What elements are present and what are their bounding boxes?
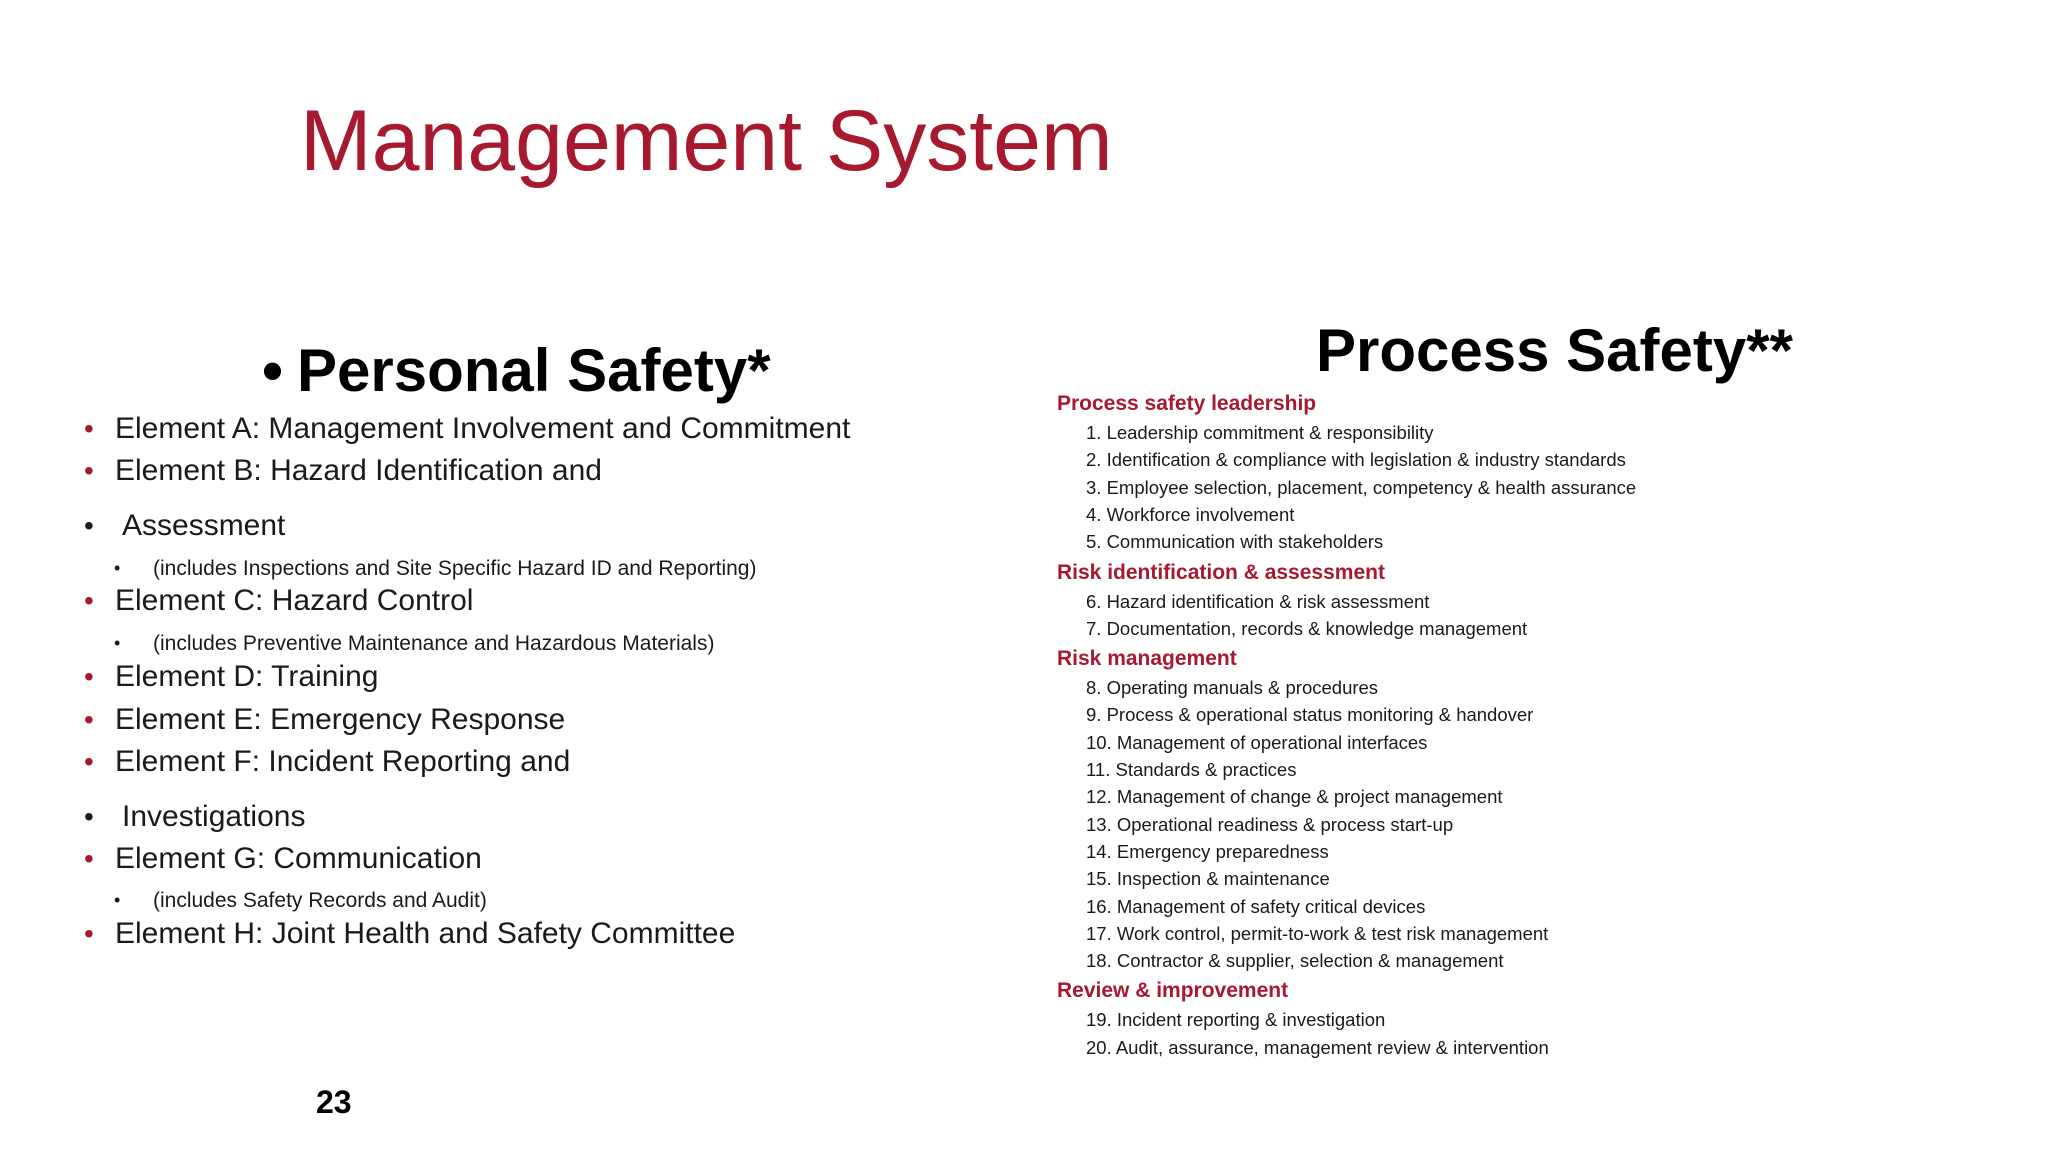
process-safety-item: 4. Workforce involvement <box>1086 503 1295 525</box>
bullet: • <box>84 843 94 874</box>
process-safety-item: 8. Operating manuals & procedures <box>1086 677 1379 699</box>
process-safety-item: 15. Inspection & maintenance <box>1086 868 1330 890</box>
process-safety-item: 13. Operational readiness & process start-up <box>1086 813 1454 835</box>
personal-safety-item-text: Element A: Management Involvement and Commitment <box>115 412 851 445</box>
personal-safety-item-text: (includes Inspections and Site Specific Hazard ID and Reporting) <box>153 557 757 580</box>
heading-bullet: • <box>262 337 284 404</box>
bullet: • <box>84 918 94 949</box>
personal-safety-item-text: (includes Preventive Maintenance and Hazardous Materials) <box>153 632 715 655</box>
process-safety-item: 5. Communication with stakeholders <box>1086 531 1384 553</box>
bullet: • <box>114 633 121 653</box>
personal-safety-item-text: Element E: Emergency Response <box>115 703 566 736</box>
page-number: 23 <box>316 1084 352 1120</box>
process-safety-item: 3. Employee selection, placement, competency & health assurance <box>1086 476 1637 498</box>
bullet: • <box>84 801 94 832</box>
process-safety-item: 12. Management of change & project management <box>1086 786 1503 808</box>
personal-safety-item-text: Assessment <box>122 509 286 542</box>
personal-safety-item-text: Element D: Training <box>115 660 379 693</box>
process-safety-item: 10. Management of operational interfaces <box>1086 731 1428 753</box>
personal-safety-item-text: (includes Safety Records and Audit) <box>153 889 487 912</box>
bullet: • <box>114 558 121 578</box>
bullet: • <box>84 704 94 735</box>
bullet: • <box>84 455 94 486</box>
slide-title: Management System <box>300 93 1113 189</box>
bullet: • <box>84 746 94 777</box>
personal-safety-item-text: Element B: Hazard Identification and <box>115 454 602 487</box>
process-safety-heading: Process Safety** <box>1316 317 1793 384</box>
process-safety-item: 16. Management of safety critical devices <box>1086 895 1426 917</box>
bullet: • <box>84 510 94 541</box>
process-safety-item: 2. Identification & compliance with legislation & industry standards <box>1086 449 1626 471</box>
bullet: • <box>84 661 94 692</box>
process-safety-item: 18. Contractor & supplier, selection & management <box>1086 950 1504 972</box>
process-safety-category: Risk management <box>1057 647 1237 671</box>
bullet: • <box>84 413 94 444</box>
process-safety-category: Review & improvement <box>1057 979 1289 1003</box>
process-safety-item: 7. Documentation, records & knowledge management <box>1086 617 1528 639</box>
process-safety-category: Process safety leadership <box>1057 392 1317 415</box>
bullet: • <box>114 890 121 910</box>
process-safety-item: 1. Leadership commitment & responsibility <box>1086 422 1434 443</box>
process-safety-item: 11. Standards & practices <box>1086 759 1297 780</box>
process-safety-category: Risk identification & assessment <box>1057 560 1385 584</box>
personal-safety-heading-text: Personal Safety* <box>297 337 771 404</box>
personal-safety-item-text: Investigations <box>122 800 306 833</box>
process-safety-item: 19. Incident reporting & investigation <box>1086 1009 1386 1031</box>
personal-safety-heading <box>262 336 771 405</box>
process-safety-item: 17. Work control, permit-to-work & test risk management <box>1086 922 1549 944</box>
bullet: • <box>84 585 94 616</box>
personal-safety-item-text: Element H: Joint Health and Safety Committee <box>115 917 736 950</box>
process-safety-item: 14. Emergency preparedness <box>1086 840 1329 862</box>
process-safety-item: 20. Audit, assurance, management review & intervention <box>1086 1036 1549 1058</box>
process-safety-item: 6. Hazard identification & risk assessment <box>1086 590 1430 612</box>
personal-safety-item-text: Element G: Communication <box>115 842 482 875</box>
personal-safety-item-text: Element C: Hazard Control <box>115 584 474 617</box>
personal-safety-item-text: Element F: Incident Reporting and <box>115 745 571 778</box>
process-safety-item: 9. Process & operational status monitoring & handover <box>1086 704 1534 726</box>
